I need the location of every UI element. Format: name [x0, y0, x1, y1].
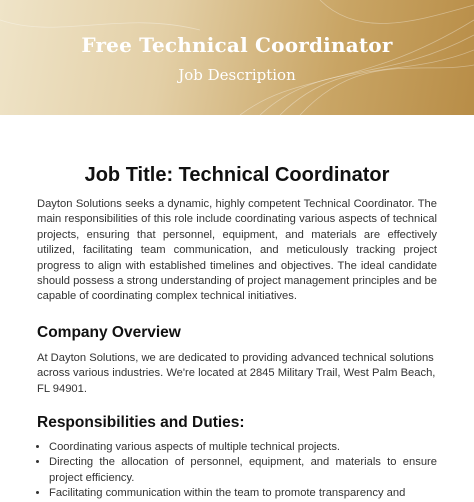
header-banner — [0, 0, 474, 115]
list-item: • Coordinating various aspects of multiple technical projects. — [49, 440, 437, 455]
decorative-waves — [0, 0, 474, 115]
banner-subtitle: Job Description — [178, 66, 296, 84]
banner-title: Free Technical Coordinator — [81, 33, 393, 57]
company-overview-heading: Company Overview — [37, 323, 181, 341]
list-item: • Facilitating communication within the team to promote transparency and — [49, 486, 437, 501]
job-title-heading: Job Title: Technical Coordinator — [84, 164, 390, 186]
company-overview-text: At Dayton Solutions, we are dedicated to providing advanced technical solutions across various industries. We're located at 2845 Military Trail, West Palm Beach, FL 94901. — [37, 351, 436, 395]
responsibilities-heading: Responsibilities and Duties: — [37, 414, 245, 432]
duties-list — [37, 440, 437, 502]
document-body — [0, 162, 474, 502]
intro-paragraph: Dayton Solutions seeks a dynamic, highly competent Technical Coordinator. The main responsibilities of this role include coordinating various aspects of technical projects, ensuring that personnel, equipment, and materials are effectively utilized, facilitating team communication, and meticulously tracking project progress to align with established timelines and objectives. The ideal candidate should possess a strong understanding of project management principles and be capable of coordinating complex technical initiatives. — [37, 198, 437, 303]
list-item: • Directing the allocation of personnel, equipment, and materials to ensure project efficiency. — [49, 455, 437, 486]
